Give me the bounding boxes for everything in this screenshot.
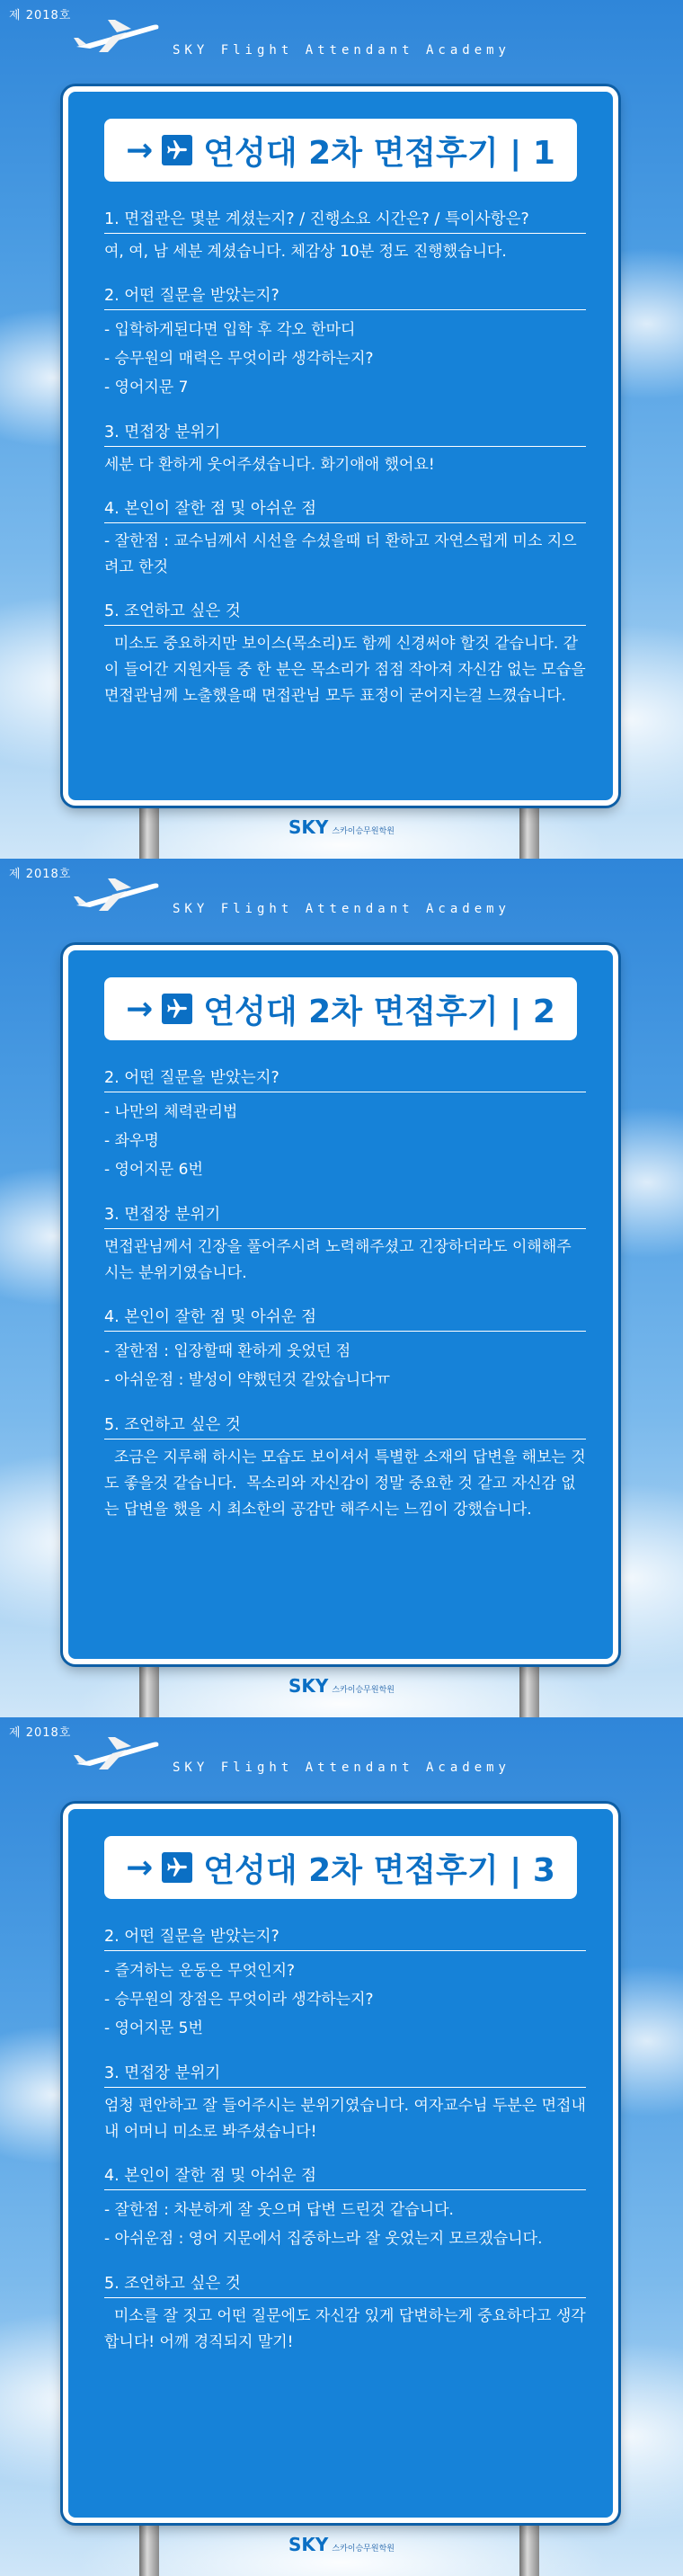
qa-section (104, 2061, 586, 2145)
qa-section (104, 599, 591, 709)
question-heading: 2. 어떤 질문을 받았는지? (104, 283, 586, 310)
answer-list-item: - 아쉬운점 : 영어 지문에서 집중하느라 잘 웃었는지 모르겠습니다. (104, 2230, 543, 2248)
question-heading: 5. 조언하고 싶은 것 (104, 599, 586, 626)
question-heading: 4. 본인이 잘한 점 및 아쉬운 점 (104, 2163, 586, 2190)
arrow-icon: → (126, 131, 154, 169)
sign-panel (0, 1717, 683, 2576)
question-heading: 2. 어떤 질문을 받았는지? (104, 1924, 586, 1951)
sign-panel (0, 859, 683, 1717)
sign-panel (0, 0, 683, 859)
sign-board (63, 945, 618, 1664)
qa-section (104, 496, 586, 581)
answer-list-item: - 영어지문 5번 (104, 2019, 203, 2037)
question-heading: 1. 면접관은 몇분 계셨는지? / 진행소요 시간은? / 특이사항은? (104, 207, 586, 234)
answer-list-item: - 입학하게된다면 입학 후 각오 한마디 (104, 321, 356, 339)
title-box (104, 1836, 577, 1899)
qa-section (104, 1924, 586, 2043)
question-heading: 4. 본인이 잘한 점 및 아쉬운 점 (104, 1305, 586, 1332)
qa-section (104, 420, 586, 478)
qa-section (104, 2163, 586, 2253)
qa-section (104, 283, 586, 402)
panel-title: 연성대 2차 면접후기 | 1 (203, 134, 555, 172)
arrow-icon: → (126, 990, 154, 1028)
qa-section (104, 207, 586, 265)
airplane-icon (162, 1852, 192, 1883)
logo-korean-text: 스카이승무원학원 (332, 2544, 395, 2554)
answer-text: 면접관님께서 긴장을 풀어주시려 노력해주셨고 긴장하더라도 이해해주시는 분위기였습니다. (104, 1238, 572, 1282)
answer-list-item: - 아쉬운점 : 발성이 약했던것 같았습니다ㅠ (104, 1371, 391, 1389)
academy-logo (0, 1675, 683, 1697)
question-heading: 3. 면접장 분위기 (104, 1202, 586, 1229)
academy-logo (0, 816, 683, 838)
review-content (104, 1924, 586, 2374)
logo-sky-text: SKY (288, 816, 329, 838)
answer-text: 미소도 중요하지만 보이스(목소리)도 함께 신경써야 할것 같습니다. 같이 들어간 지원자들 중 한 분은 목소리가 점점 작아져 자신감 없는 모습을 면접관님께 노출했을때 면접관님 모두 표정이 굳어지는걸 느꼈습니다. (104, 635, 591, 705)
answer-list-item: - 승무원의 매력은 무엇이라 생각하는지? (104, 350, 374, 368)
qa-section (104, 1305, 586, 1395)
review-content (104, 1065, 586, 1541)
answer-list-item: - 잘한점 : 차분하게 잘 웃으며 답변 드린것 같습니다. (104, 2201, 454, 2219)
title-box (104, 977, 577, 1040)
sign-board (63, 86, 618, 806)
answer-text: - 잘한점 : 교수님께서 시선을 수셨을때 더 환하고 자연스럽게 미소 지으려고 한것 (104, 532, 577, 576)
answer-list-item: - 나만의 체력관리법 (104, 1103, 238, 1121)
answer-list-item: - 즐겨하는 운동은 무엇인지? (104, 1962, 296, 1980)
sign-board (63, 1804, 618, 2523)
issue-number: 제 2018호 (9, 9, 72, 22)
answer-text: 엄청 편안하고 잘 들어주시는 분위기였습니다. 여자교수님 두분은 면접내내 어머니 미소로 봐주셨습니다! (104, 2097, 586, 2141)
issue-number: 제 2018호 (9, 1726, 72, 1740)
answer-text: 미소를 잘 짓고 어떤 질문에도 자신감 있게 답변하는게 중요하다고 생각합니다! 어깨 경직되지 말기! (104, 2307, 586, 2351)
qa-section (104, 1065, 586, 1184)
logo-korean-text: 스카이승무원학원 (332, 1685, 395, 1695)
qa-section (104, 1413, 586, 1523)
logo-sky-text: SKY (288, 2534, 329, 2555)
question-heading: 2. 어떤 질문을 받았는지? (104, 1065, 586, 1092)
title-box (104, 119, 577, 182)
question-heading: 3. 면접장 분위기 (104, 2061, 586, 2088)
academy-logo (0, 2534, 683, 2555)
answer-text: 세분 다 환하게 웃어주셨습니다. 화기애애 했어요! (104, 456, 435, 474)
answer-text: 여, 여, 남 세분 계셨습니다. 체감상 10분 정도 진행했습니다. (104, 243, 507, 261)
arrow-icon: → (126, 1849, 154, 1886)
panel-title: 연성대 2차 면접후기 | 2 (203, 993, 555, 1030)
question-heading: 4. 본인이 잘한 점 및 아쉬운 점 (104, 496, 586, 523)
academy-name: SKY Flight Attendant Academy (172, 1760, 510, 1775)
question-heading: 5. 조언하고 싶은 것 (104, 1413, 586, 1440)
question-heading: 3. 면접장 분위기 (104, 420, 586, 447)
answer-list-item: - 영어지문 7 (104, 379, 189, 397)
question-heading: 5. 조언하고 싶은 것 (104, 2271, 586, 2298)
answer-list-item: - 좌우명 (104, 1132, 159, 1150)
qa-section (104, 1202, 586, 1287)
answer-list-item: - 영어지문 6번 (104, 1161, 203, 1179)
answer-list-item: - 잘한점 : 입장할때 환하게 웃었던 점 (104, 1342, 351, 1360)
qa-section (104, 2271, 586, 2356)
academy-name: SKY Flight Attendant Academy (172, 902, 510, 916)
answer-list-item: - 승무원의 장점은 무엇이라 생각하는지? (104, 1991, 374, 2009)
issue-number: 제 2018호 (9, 868, 72, 881)
logo-korean-text: 스카이승무원학원 (332, 826, 395, 836)
logo-sky-text: SKY (288, 1675, 329, 1697)
airplane-icon (162, 135, 192, 165)
answer-text: 조금은 지루해 하시는 모습도 보이셔서 특별한 소재의 답변을 해보는 것도 좋을것 같습니다. 목소리와 자신감이 정말 중요한 것 같고 자신감 없는 답변을 했을 시 최소한의 공감만 해주시는 느낌이 강했습니다. (104, 1448, 586, 1519)
airplane-icon (162, 994, 192, 1024)
review-content (104, 207, 591, 727)
academy-name: SKY Flight Attendant Academy (172, 43, 510, 58)
panel-title: 연성대 2차 면접후기 | 3 (203, 1851, 555, 1889)
